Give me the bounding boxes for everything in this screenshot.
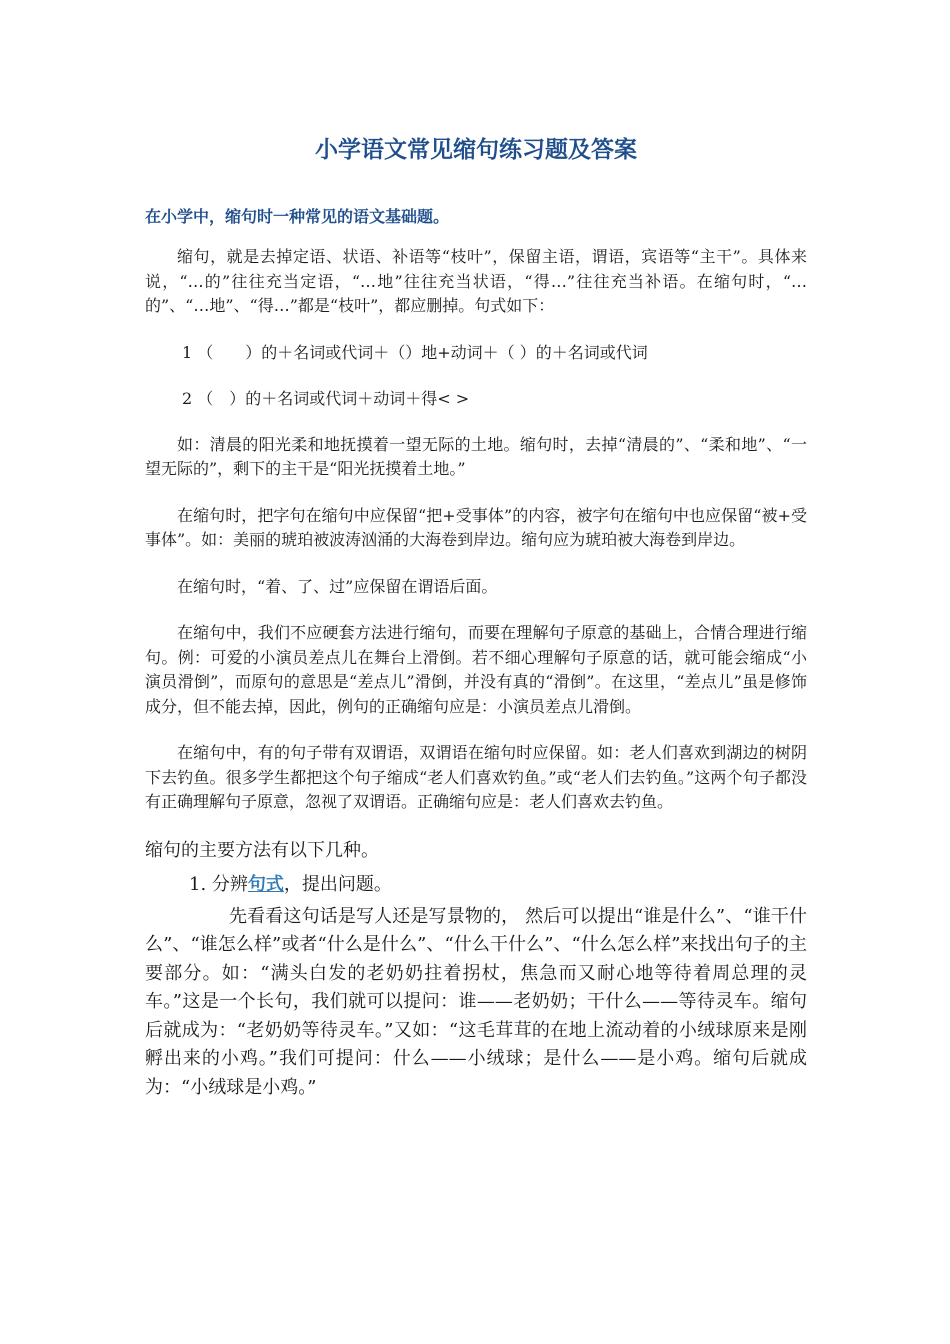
method-1-prefix: 1. 分辨 bbox=[189, 873, 248, 895]
method-1-suffix: ，提出问题。 bbox=[283, 873, 392, 895]
example-paragraph: 如：清晨的阳光柔和地抚摸着一望无际的土地。缩句时，去掉“清晨的”、“柔和地”、“一望无际的”，剩下的主干是“阳光抚摸着土地。” bbox=[145, 434, 807, 478]
method-1-heading bbox=[145, 871, 807, 899]
double-predicate-paragraph: 在缩句中，有的句子带有双谓语，双谓语在缩句时应保留。如：老人们喜欢到湖边的树阴下去钓鱼。很多学生都把这个句子缩成“老人们喜欢钓鱼。”或“老人们去钓鱼。”这两个句子都没有正确理解句子原意，忽视了双谓语。正确缩句应是：老人们喜欢去钓鱼。 bbox=[145, 743, 807, 811]
document-title: 小学语文常见缩句练习题及答案 bbox=[315, 137, 637, 163]
intro-paragraph: 缩句，就是去掉定语、状语、补语等“枝叶”，保留主语，谓语，宾语等“主干”。具体来说，“…的”往往充当定语，“…地”往往充当状语，“得…”往往充当补语。在缩句时，“…的”、“…地”、“得…”都是“枝叶”，都应删掉。句式如下： bbox=[145, 247, 807, 315]
formula-line-1: 1 （ ）的＋名词或代词＋（）地+动词＋（ ）的＋名词或代词 bbox=[182, 342, 648, 362]
ba-bei-rule-paragraph: 在缩句时，把字句在缩句中应保留“把+受事体”的内容，被字句在缩句中也应保留“被+受事体”。如：美丽的琥珀被波涛汹涌的大海卷到岸边。缩句应为琥珀被大海卷到岸边。 bbox=[145, 505, 807, 549]
document-page bbox=[145, 130, 807, 1102]
document-subtitle: 在小学中，缩句时一种常见的语文基础题。 bbox=[145, 207, 450, 226]
sentence-pattern-link[interactable]: 句式 bbox=[247, 873, 284, 895]
aspect-rule-paragraph: 在缩句时，“着、了、过”应保留在谓语后面。 bbox=[177, 576, 498, 596]
meaning-rule-paragraph: 在缩句中，我们不应硬套方法进行缩句，而要在理解句子原意的基础上，合情合理进行缩句。例：可爱的小演员差点儿在舞台上滑倒。若不细心理解句子原意的话，就可能会缩成“小演员滑倒”，而原句的意思是“差点儿”滑倒，并没有真的“滑倒”。在这里，“差点儿”虽是修饰成分，但不能去掉，因此，例句的正确缩句应是：小演员差点儿滑倒。 bbox=[145, 623, 807, 716]
method-1-body: 先看看这句话是写人还是写景物的， 然后可以提出“谁是什么”、“谁干什么”、“谁怎么样”或者“什么是什么”、“什么干什么”、“什么怎么样”来找出句子的主要部分。如：“满头白发的老奶奶拄着拐杖，焦急而又耐心地等待着周总理的灵车。”这是一个长句，我们就可以提问：谁——老奶奶；干什么——等待灵车。缩句后就成为：“老奶奶等待灵车。”又如：“这毛茸茸的在地上流动着的小绒球原来是刚孵出来的小鸡。”我们可提问：什么——小绒球；是什么——是小鸡。缩句后就成为：“小绒球是小鸡。” bbox=[145, 905, 807, 1098]
methods-heading: 缩句的主要方法有以下几种。 bbox=[145, 839, 379, 861]
formula-line-2: 2 （ ）的＋名词或代词＋动词＋得< > bbox=[182, 388, 470, 408]
